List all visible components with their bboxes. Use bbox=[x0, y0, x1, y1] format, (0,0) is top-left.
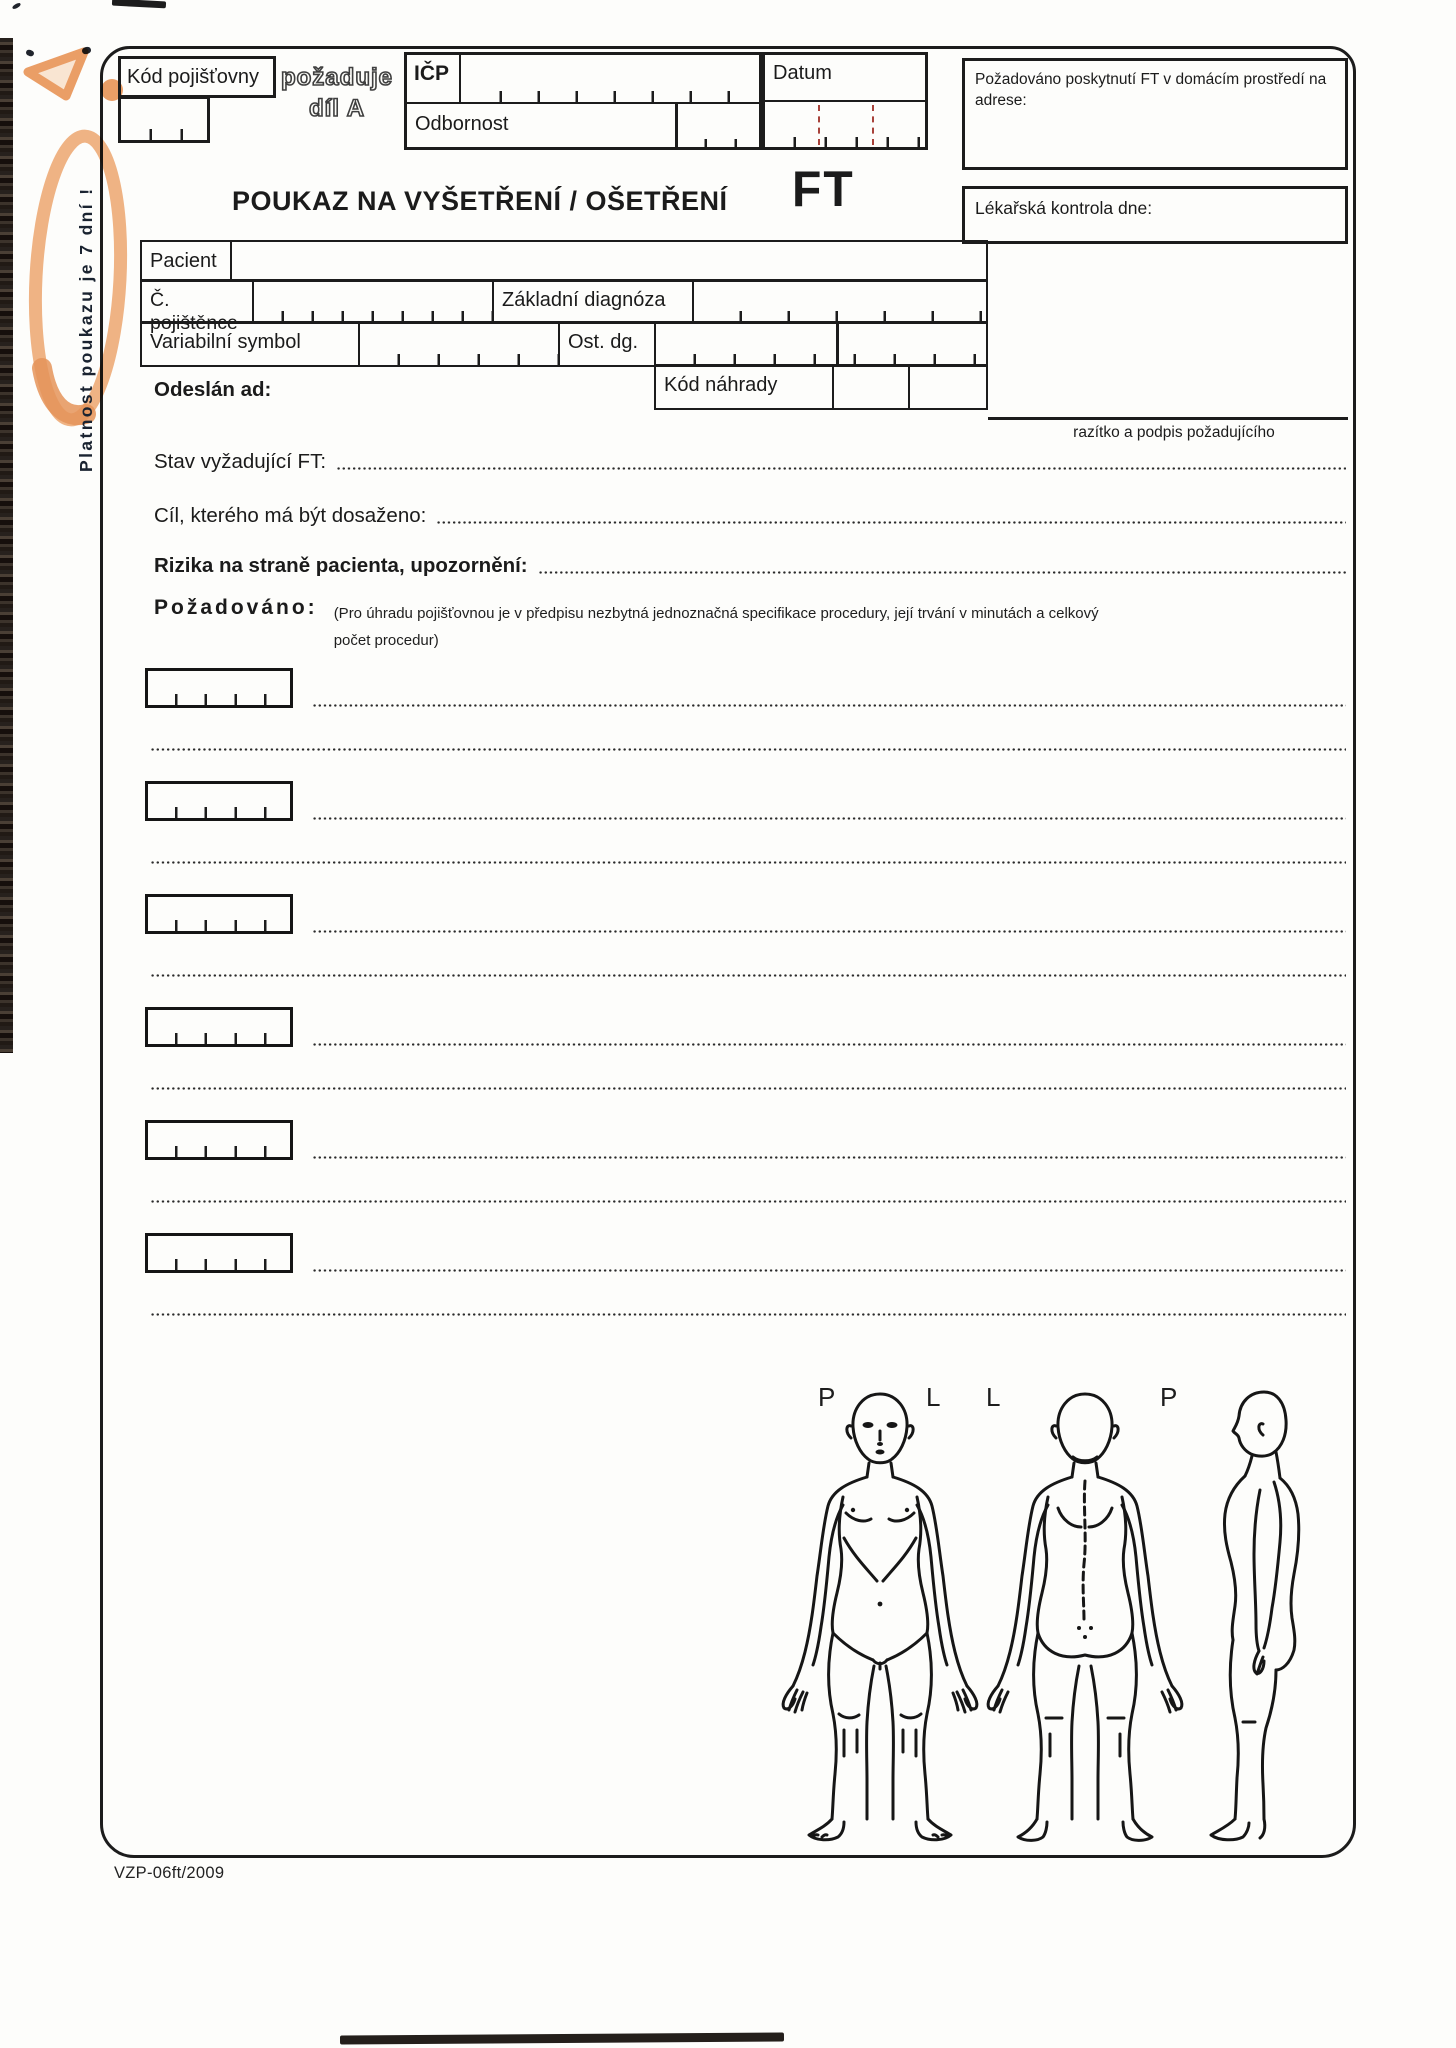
cell-ticks bbox=[121, 129, 207, 140]
odbornost-row bbox=[407, 104, 759, 150]
procedure-dotted-line bbox=[312, 1043, 1346, 1046]
pozaduje-dil-a-note: požaduje díl A bbox=[280, 64, 393, 122]
procedure-code-box bbox=[145, 1007, 293, 1047]
variable-symbol-label: Variabilní symbol bbox=[142, 323, 360, 365]
patient-row bbox=[140, 240, 988, 282]
margin-validity-note: Platnost poukazu je 7 dní ! bbox=[76, 186, 96, 472]
patient-value-cell bbox=[232, 242, 986, 280]
procedure-dotted-line-full bbox=[150, 748, 1346, 751]
body-front-view bbox=[783, 1394, 977, 1840]
insurer-code-label: Kód pojišťovny bbox=[127, 66, 260, 88]
cell-ticks bbox=[148, 1259, 290, 1270]
variable-symbol-row bbox=[140, 321, 988, 367]
icp-label: IČP bbox=[407, 55, 461, 102]
cell-ticks bbox=[148, 694, 290, 705]
scan-speck bbox=[112, 0, 166, 8]
cell-ticks bbox=[148, 1033, 290, 1044]
risks-label: Rizika na straně pacienta, upozornění: bbox=[154, 554, 528, 577]
procedure-dotted-line-full bbox=[150, 1087, 1346, 1090]
reimbursement-code-cell bbox=[834, 366, 910, 408]
ft-badge: FT bbox=[792, 161, 855, 218]
figure-side-label: L bbox=[926, 1382, 941, 1412]
variable-symbol-value-cell bbox=[360, 323, 560, 365]
body-side-view bbox=[1211, 1392, 1299, 1840]
reimbursement-code-cell bbox=[910, 366, 986, 408]
procedure-dotted-line bbox=[312, 817, 1346, 820]
procedure-dotted-line-full bbox=[150, 861, 1346, 864]
procedure-code-box bbox=[145, 781, 293, 821]
requested-label: Požadováno: bbox=[154, 596, 318, 619]
reimbursement-code-label: Kód náhrady bbox=[656, 366, 834, 408]
requested-note: (Pro úhradu pojišťovnou je v předpisu nezbytná jednoznačná specifikace procedury, její trvání v minutách a celkový počet procedur) bbox=[333, 605, 1099, 649]
procedure-code-box bbox=[145, 668, 293, 708]
figure-side-label: P bbox=[1160, 1382, 1178, 1412]
procedure-dotted-line bbox=[312, 1156, 1346, 1159]
condition-label: Stav vyžadující FT: bbox=[154, 450, 327, 473]
procedure-dotted-line bbox=[312, 1269, 1346, 1272]
scan-bottom-streak bbox=[340, 2032, 784, 2044]
reimbursement-code-row bbox=[654, 364, 988, 410]
cell-ticks bbox=[464, 91, 759, 102]
stamp-signature-label: razítko a podpis požadujícího bbox=[1073, 424, 1275, 441]
insured-number-label: Č. pojištěnce bbox=[142, 281, 254, 322]
insurer-code-box bbox=[118, 56, 276, 98]
cell-ticks bbox=[360, 354, 558, 365]
procedure-dotted-line-full bbox=[150, 1200, 1346, 1203]
home-care-box: Požadováno poskytnutí FT v domácím prostředí na adrese: bbox=[962, 58, 1348, 170]
date-value-row bbox=[765, 102, 925, 148]
requested-field bbox=[154, 596, 1099, 654]
main-diagnosis-label: Základní diagnóza bbox=[494, 281, 694, 322]
form-title: POUKAZ NA VYŠETŘENÍ / OŠETŘENÍ bbox=[232, 186, 728, 216]
dotted-line bbox=[436, 521, 1346, 524]
cell-ticks bbox=[148, 1146, 290, 1157]
procedure-code-box bbox=[145, 894, 293, 934]
marker-arrow bbox=[28, 52, 84, 96]
insured-number-value-cell bbox=[254, 281, 494, 322]
patient-label: Pacient bbox=[142, 242, 232, 280]
procedure-code-box bbox=[145, 1120, 293, 1160]
body-diagrams bbox=[740, 1378, 1340, 1864]
condition-field bbox=[154, 450, 1346, 474]
dotted-line bbox=[336, 467, 1346, 470]
stamp-signature-line bbox=[988, 417, 1348, 420]
dotted-line bbox=[538, 571, 1346, 574]
icp-odbornost-box bbox=[404, 52, 762, 150]
body-back-view bbox=[988, 1394, 1182, 1840]
cell-ticks bbox=[677, 139, 759, 150]
procedure-dotted-line-full bbox=[150, 974, 1346, 977]
goal-label: Cíl, kterého má být dosaženo: bbox=[154, 504, 427, 527]
insured-number-row bbox=[140, 279, 988, 334]
procedure-dotted-line-full bbox=[150, 1313, 1346, 1316]
cell-ticks bbox=[148, 920, 290, 931]
date-label: Datum bbox=[765, 55, 925, 102]
insurer-code-value-box bbox=[118, 96, 210, 143]
procedure-dotted-line bbox=[312, 930, 1346, 933]
date-box bbox=[762, 52, 928, 150]
goal-field bbox=[154, 504, 1346, 528]
scan-speck bbox=[12, 2, 22, 10]
medical-check-box: Lékařská kontrola dne: bbox=[962, 186, 1348, 244]
odbornost-label: Odbornost bbox=[415, 113, 509, 135]
sent-to-label: Odeslán ad: bbox=[154, 378, 272, 401]
figure-side-label: L bbox=[986, 1382, 1001, 1412]
other-diagnosis-label: Ost. dg. bbox=[560, 323, 656, 365]
other-diagnosis-value-cell bbox=[656, 323, 986, 365]
procedure-dotted-line bbox=[312, 704, 1346, 707]
cell-ticks bbox=[148, 807, 290, 818]
procedure-code-box bbox=[145, 1233, 293, 1273]
figure-side-label: P bbox=[818, 1382, 836, 1412]
cell-ticks bbox=[765, 137, 925, 148]
icp-row bbox=[407, 55, 759, 104]
risks-field bbox=[154, 554, 1346, 578]
form-code: VZP-06ft/2009 bbox=[114, 1864, 225, 1882]
main-diagnosis-value-cell bbox=[694, 281, 986, 322]
